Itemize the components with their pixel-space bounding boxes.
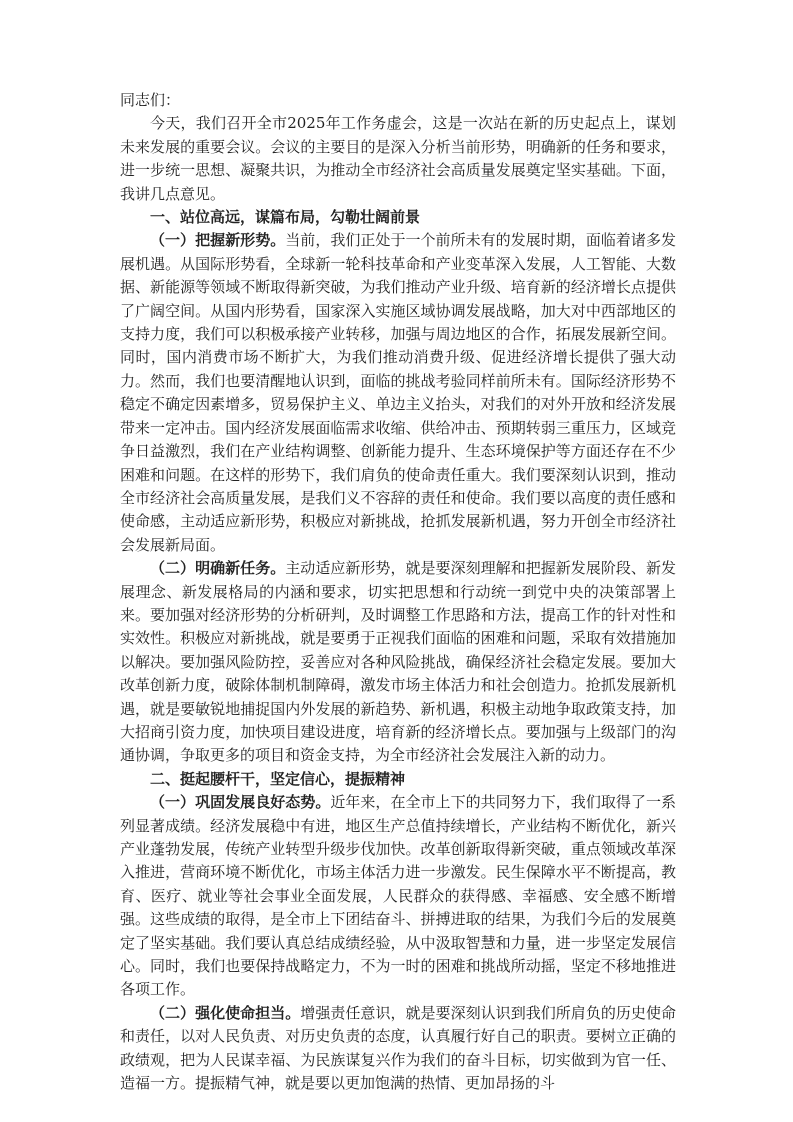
- section-2-paragraph-1: [120, 791, 676, 1002]
- section-2-paragraph-2: [120, 1002, 676, 1096]
- section-2-paragraph-2-text: 增强责任意识，就是要深刻认识到我们所肩负的历史使命和责任，以对人民负责、对历史负责的态度，认真履行好自己的职责。要树立正确的政绩观，把为人民谋幸福、为民族谋复兴作为我们的奋斗目标，切实做到为官一任、造福一方。提振精气神，就是要以更加饱满的热情、更加昂扬的斗: [120, 1003, 676, 1093]
- salutation: 同志们：: [120, 91, 181, 109]
- section-1-paragraph-1: [120, 229, 676, 557]
- document-page: [120, 89, 676, 1095]
- section-2-subheading-1: （一）巩固发展良好态势。: [150, 793, 331, 812]
- section-2-paragraph-1-text: 近年来，在全市上下的共同努力下，我们取得了一系列显著成绩。经济发展稳中有进，地区生产总值持续增长，产业结构不断优化，新兴产业蓬勃发展，传统产业转型升级步伐加快。改革创新取得新突破，重点领域改革深入推进，营商环境不断优化，市场主体活力进一步激发。民生保障水平不断提高，教育、医疗、就业等社会事业全面发展，人民群众的获得感、幸福感、安全感不断增强。这些成绩的取得，是全市上下团结奋斗、拼搏进取的结果，为我们今后的发展奠定了坚实基础。我们要认真总结成绩经验，从中汲取智慧和力量，进一步坚定发展信心。同时，我们也要保持战略定力，不为一时的困难和挑战所动摇，坚定不移地推进各项工作。: [120, 793, 676, 999]
- section-1-subheading-1: （一）把握新形势。: [150, 231, 286, 250]
- section-1-paragraph-2-text: 主动适应新形势，就是要深刻理解和把握新发展阶段、新发展理念、新发展格局的内涵和要求，切实把思想和行动统一到党中央的决策部署上来。要加强对经济形势的分析研判，及时调整工作思路和方法，提高工作的针对性和实效性。积极应对新挑战，就是要勇于正视我们面临的困难和问题，采取有效措施加以解决。要加强风险防控，妥善应对各种风险挑战，确保经济社会稳定发展。要加大改革创新力度，破除体制机制障碍，激发市场主体活力和社会创造力。抢抓发展新机遇，就是要敏锐地捕捉国内外发展的新趋势、新机遇，积极主动地争取政策支持，加大招商引资力度，加快项目建设进度，培育新的经济增长点。要加强与上级部门的沟通协调，争取更多的项目和资金支持，为全市经济社会发展注入新的动力。: [120, 559, 676, 765]
- section-1-heading: 一、站位高远，谋篇布局，勾勒壮阔前景: [150, 208, 421, 227]
- section-1-subheading-2: （二）明确新任务。: [150, 559, 286, 578]
- section-1-paragraph-1-text: 当前，我们正处于一个前所未有的发展时期，面临着诸多发展机遇。从国际形势看，全球新一轮科技革命和产业变革深入发展，人工智能、大数据、新能源等领域不断取得新突破，为我们推动产业升级、培育新的经济增长点提供了广阔空间。从国内形势看，国家深入实施区域协调发展战略，加大对中西部地区的支持力度，我们可以积极承接产业转移，加强与周边地区的合作，拓展发展新空间。同时，国内消费市场不断扩大，为我们推动消费升级、促进经济增长提供了强大动力。然而，我们也要清醒地认识到，面临的挑战考验同样前所未有。国际经济形势不稳定不确定因素增多，贸易保护主义、单边主义抬头，对我们的对外开放和经济发展带来一定冲击。国内经济发展面临需求收缩、供给冲击、预期转弱三重压力，区域竞争日益激烈，我们在产业结构调整、创新能力提升、生态环境保护等方面还存在不少困难和问题。在这样的形势下，我们肩负的使命责任重大。我们要深刻认识到，推动全市经济社会高质量发展，是我们义不容辞的责任和使命。我们要以高度的责任感和使命感，主动适应新形势，积极应对新挑战，抢抓发展新机遇，努力开创全市经济社会发展新局面。: [120, 231, 676, 554]
- section-2-subheading-2: （二）强化使命担当。: [150, 1003, 301, 1022]
- section-1-paragraph-2: [120, 557, 676, 768]
- intro-paragraph: 今天，我们召开全市2025年工作务虚会，这是一次站在新的历史起点上，谋划未来发展的重要会议。会议的主要目的是深入分析当前形势，明确新的任务和要求，进一步统一思想、凝聚共识，为推动全市经济社会高质量发展奠定坚实基础。下面，我讲几点意见。: [120, 114, 676, 203]
- section-2-heading: 二、挺起腰杆干，坚定信心，提振精神: [150, 769, 406, 788]
